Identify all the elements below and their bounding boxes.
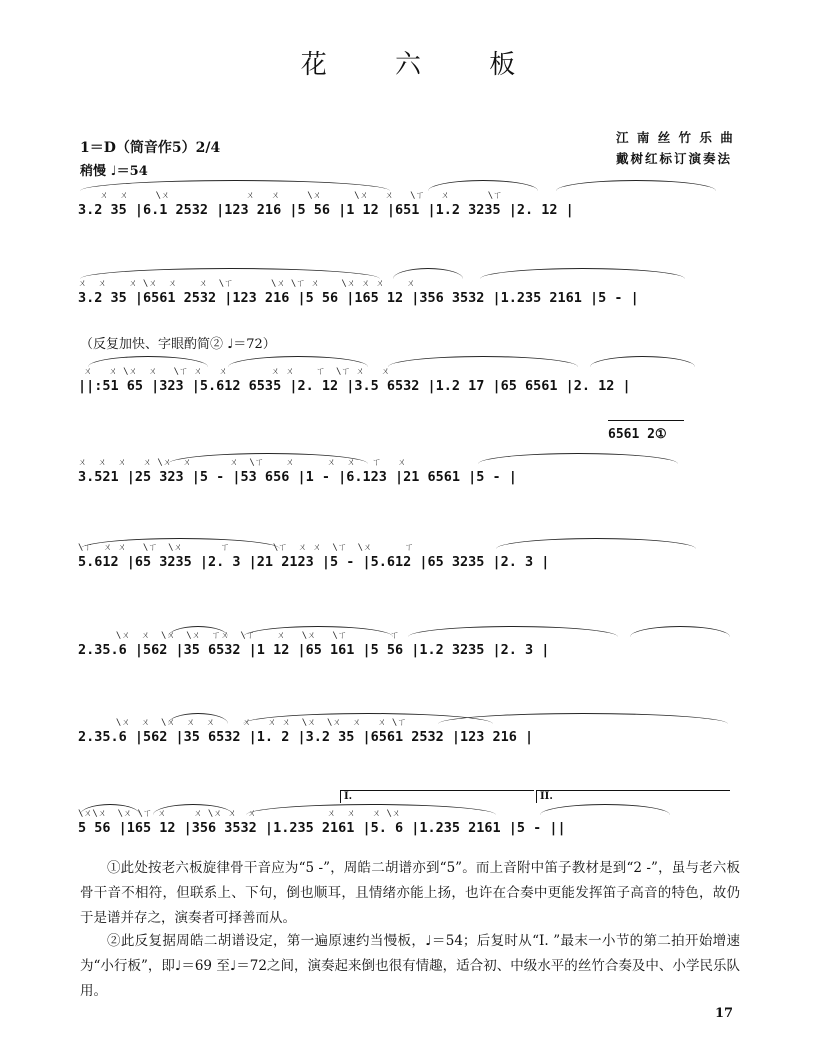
ornament-marks: \ㄨ\ㄨ \ㄨ \ㄒ ㄨ ㄨ \ㄨ ㄨ ㄨ ㄨ ㄨ ㄨ \ㄨ <box>78 809 401 819</box>
notation-line: 5.612 |65 3235 |2. 3 |21 2123 |5 - |5.612 |65 3235 |2. 3 | <box>78 554 550 570</box>
score-system <box>78 445 738 535</box>
ornament-marks: ㄨ ㄨ ㄨ ㄨ \ㄨ ㄨ ㄨ \ㄒ ㄨ ㄨ ㄨ ㄒ ㄨ <box>78 458 407 468</box>
ornament-marks: ㄨ ㄨ \ㄨ ㄨ \ㄒ ㄨ ㄨ ㄨ ㄨ ㄒ \ㄒ ㄨ ㄨ <box>78 367 391 377</box>
score-system <box>78 180 738 270</box>
ornament-marks: ㄨ ㄨ \ㄨ ㄨ ㄨ \ㄨ \ㄨ ㄨ \ㄒ ㄨ \ㄒ <box>78 191 503 201</box>
volta-bracket-second: II. <box>536 790 730 803</box>
key-signature: 1＝D（筒音作5）2/4 <box>80 140 221 156</box>
score-system <box>78 705 738 795</box>
footnote-1: ①此处按老六板旋律骨干音应为“5 -”，周皓二胡谱亦到“5”。而上音附中笛子教材是到“2 -”，虽与老六板骨干音不相符，但联系上、下句，倒也顺耳，且情绪亦能上扬，也许在合奏中更能发挥笛子高音的特色，故仍于是谱并存之，演奏者可择善而从。 <box>80 860 740 926</box>
repeat-annotation: （反复加快、字眼酌简② ♩＝72） <box>80 337 276 352</box>
ornament-marks: \ㄒ ㄨ ㄨ \ㄒ \ㄨ ㄒ \ㄒ ㄨ ㄨ \ㄒ \ㄨ ㄒ <box>78 543 414 553</box>
score-system <box>78 530 738 620</box>
score-system <box>78 618 738 708</box>
ornament-marks: \ㄨ ㄨ \ㄨ ㄨ ㄨ ㄨ ㄨ ㄨ \ㄨ \ㄨ ㄨ ㄨ \ㄒ <box>78 718 407 728</box>
notation-line: 3.521 |25 323 |5 - |53 656 |1 - |6.123 |21 6561 |5 - | <box>78 469 517 485</box>
ornament-marks: \ㄨ ㄨ \ㄨ \ㄨ ㄒㄨ \ㄒ ㄨ \ㄨ \ㄒ ㄒ <box>78 631 400 641</box>
notation-line: 3.2 35 |6561 2532 |123 216 |5 56 |165 12 |356 3532 |1.235 2161 |5 - | <box>78 290 639 306</box>
notation-line: 2.35.6 |562 |35 6532 |1. 2 |3.2 35 |6561 2532 |123 216 | <box>78 729 534 745</box>
page-number: 17 <box>715 1006 734 1021</box>
volta-bracket-first: I. <box>340 790 534 803</box>
composer-line: 江 南 丝 竹 乐 曲 <box>616 130 735 145</box>
page-title: 花 六 板 <box>300 50 546 80</box>
notation-line: 3.2 35 |6.1 2532 |123 216 |5 56 |1 12 |651 |1.2 3235 |2. 12 | <box>78 202 574 218</box>
notation-line: 2.35.6 |562 |35 6532 |1 12 |65 161 |5 56 |1.2 3235 |2. 3 | <box>78 642 550 658</box>
notation-line: ||:51 65 |323 |5.612 6535 |2. 12 |3.5 6532 |1.2 17 |65 6561 |2. 12 | <box>78 378 631 394</box>
composer-line: 戴树红标订演奏法 <box>616 151 733 166</box>
ornament-marks: ㄨ ㄨ ㄨ \ㄨ ㄨ ㄨ \ㄒ \ㄨ \ㄒ ㄨ \ㄨ ㄨ ㄨ ㄨ <box>78 279 416 289</box>
footnote-2: ②此反复据周皓二胡谱设定，第一遍原速约当慢板，♩＝54；后复时从“I. ”最末一小节的第二拍开始增速为“小行板”，即♩＝69 至♩＝72之间，演奏起来倒也很有情趣，适合初、中级水平的丝竹合奏及中、小学民乐队用。 <box>80 933 740 999</box>
notation-line: 5 56 |165 12 |356 3532 |1.235 2161 |5. 6 |1.235 2161 |5 - || <box>78 820 566 836</box>
composer-credits <box>616 127 735 169</box>
tempo-marking: 稍慢 ♩＝54 <box>80 164 148 179</box>
alt-ending-fragment: 6561 2① <box>608 420 684 442</box>
